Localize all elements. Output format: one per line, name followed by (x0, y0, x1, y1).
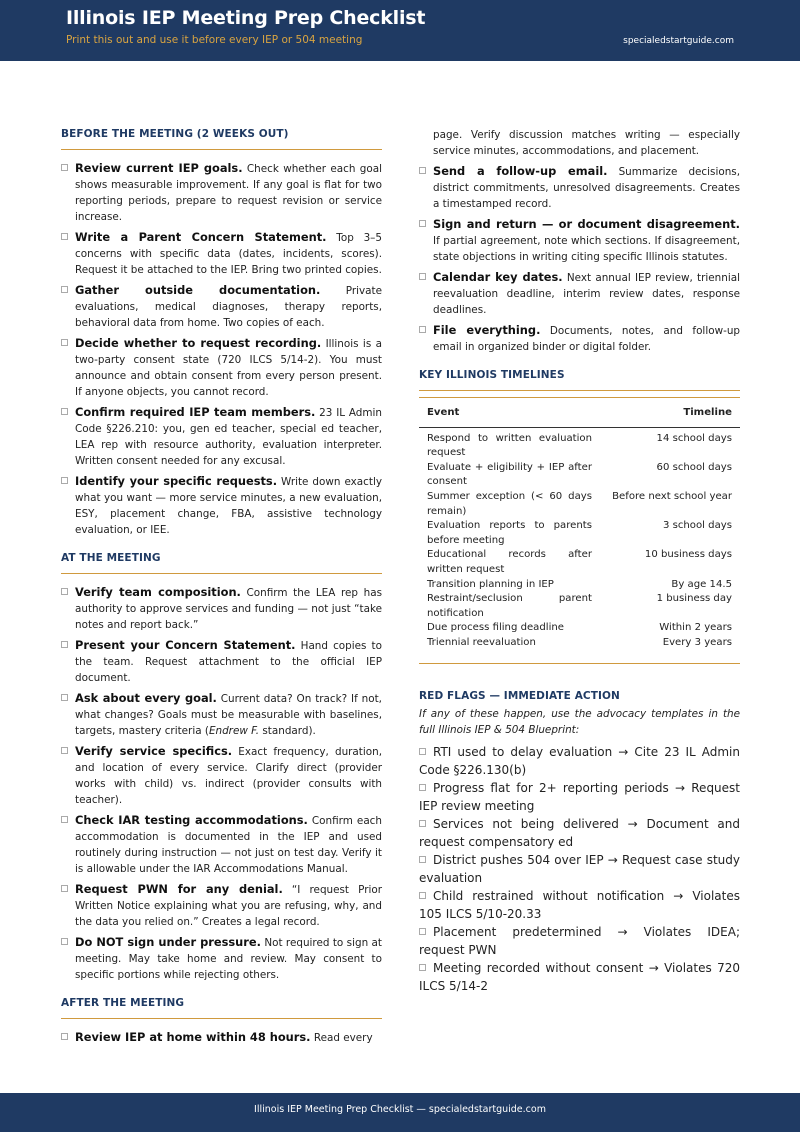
checkbox-icon[interactable] (61, 477, 68, 484)
red-flag-text: District pushes 504 over IEP → Request case study evaluation (419, 852, 740, 885)
timeline-event: Educational records after written request (427, 549, 592, 575)
timeline-event: Due process filing deadline (427, 622, 564, 634)
timeline-event: Evaluation reports to parents before meeting (427, 520, 592, 546)
item-text: Confirm the LEA rep has authority to approve services and funding — not just “take notes and report back.” (75, 587, 382, 631)
checkbox-icon[interactable] (61, 164, 68, 171)
item-title: Do NOT sign under pressure. (75, 935, 261, 949)
checklist-item (61, 637, 382, 686)
right-column (419, 128, 740, 995)
timeline-value: 10 business days (644, 549, 732, 561)
checkbox-icon[interactable] (61, 286, 68, 293)
item-text: Exact frequency, duration, and location of every service. Clarify direct (provider works with child) vs. indirect (provider consults with teacher). (75, 746, 382, 806)
col-header-timeline: Timeline (600, 400, 740, 427)
item-text: Documents, notes, and follow-up email in organized binder or digital folder. (433, 325, 740, 353)
item-title: Verify service specifics. (75, 744, 233, 758)
checkbox-icon[interactable] (61, 339, 68, 346)
checkbox-icon[interactable] (61, 885, 68, 892)
checkbox-icon[interactable] (419, 167, 426, 174)
timeline-event: Evaluate + eligibility + IEP after consent (427, 461, 592, 488)
checklist-item (419, 163, 740, 212)
item-title: Ask about every goal. (75, 691, 217, 705)
checklist-item (61, 335, 382, 400)
red-flag-text: RTI used to delay evaluation → Cite 23 IL Admin Code §226.130(b) (419, 744, 740, 777)
item-text: Write down exactly what you want — more service minutes, a new evaluation, ESY, placement change, FBA, assistive technology evaluation, or IEE. (75, 476, 382, 536)
timelines-table (419, 400, 740, 651)
table-row (419, 427, 740, 461)
section-heading-before: BEFORE THE MEETING (2 WEEKS OUT) (61, 128, 382, 150)
red-flag-text: Services not being delivered → Document and request compensatory ed (419, 816, 740, 849)
checkbox-icon[interactable] (419, 964, 426, 971)
item-title: Request PWN for any denial. (75, 882, 283, 896)
red-flag-text: Child restrained without notification → Violates 105 ILCS 5/10-20.33 (419, 888, 740, 921)
page-title: Illinois IEP Meeting Prep Checklist (66, 7, 426, 29)
item-text: Confirm each accommodation is documented in the IEP and used routinely during instruction — not just on test day. Verify it is allowable under the IAR Accommodations Manual. (75, 815, 382, 875)
timeline-event: Restraint/seclusion parent notification (427, 593, 592, 619)
item-title: Review IEP at home within 48 hours. (75, 1030, 311, 1044)
red-flag-item (419, 923, 740, 959)
checkbox-icon[interactable] (419, 748, 426, 755)
checklist-item (61, 473, 382, 538)
item-text: Illinois is a two-party consent state (720 ILCS 5/14-2). You must announce and obtain consent from every person present. If anyone objects, you cannot record. (75, 338, 382, 398)
checklist-item (61, 1029, 382, 1046)
item-text: 23 IL Admin Code §226.210: you, gen ed teacher, special ed teacher, LEA rep with resource authority, evaluation interpreter. Written consent needed for any excusal. (75, 407, 382, 467)
checklist-item (61, 934, 382, 983)
checklist-item (61, 404, 382, 469)
left-column (61, 128, 382, 1050)
red-flag-item (419, 959, 740, 995)
checkbox-icon[interactable] (419, 856, 426, 863)
checklist-item (419, 216, 740, 265)
checkbox-icon[interactable] (61, 641, 68, 648)
item-text: Summarize decisions, district commitments, unresolved disagreements. Creates a timestamped record. (433, 166, 740, 210)
table-row (419, 621, 740, 636)
page-header (0, 0, 800, 61)
item-title: Send a follow-up email. (433, 164, 608, 178)
item-title: Calendar key dates. (433, 270, 563, 284)
timeline-value: 60 school days (656, 461, 732, 473)
before-checklist (61, 160, 382, 538)
item-text: Hand copies to the team. Request attachment to the official IEP document. (75, 640, 382, 684)
timelines-table-wrap (419, 397, 740, 664)
checklist-item (61, 881, 382, 930)
item-title: Present your Concern Statement. (75, 638, 296, 652)
timeline-value: Every 3 years (662, 636, 732, 648)
section-heading-flags: RED FLAGS — IMMEDIATE ACTION (419, 689, 620, 702)
flags-intro: If any of these happen, use the advocacy templates in the full Illinois IEP & 504 Blueprint: (419, 707, 740, 736)
page-subtitle: Print this out and use it before every IEP or 504 meeting (66, 34, 363, 46)
item-title: Confirm required IEP team members. (75, 405, 316, 419)
red-flag-item (419, 851, 740, 887)
section-heading-timelines: KEY ILLINOIS TIMELINES (419, 369, 740, 391)
timeline-value: Within 2 years (659, 622, 732, 634)
red-flag-text: Placement predetermined → Violates IDEA; request PWN (419, 924, 740, 957)
red-flag-text: Progress flat for 2+ reporting periods → Request IEP review meeting (419, 780, 740, 813)
item-title: File everything. (433, 323, 541, 337)
checklist-item (61, 584, 382, 633)
footer-text: Illinois IEP Meeting Prep Checklist — specialedstartguide.com (254, 1104, 546, 1115)
section-heading-at: AT THE MEETING (61, 552, 382, 574)
page-footer (0, 1093, 800, 1132)
checkbox-icon[interactable] (419, 220, 426, 227)
checkbox-icon[interactable] (61, 694, 68, 701)
checkbox-icon[interactable] (419, 820, 426, 827)
checkbox-icon[interactable] (61, 1033, 68, 1040)
red-flag-text: Meeting recorded without consent → Violates 720 ILCS 5/14-2 (419, 960, 740, 993)
flags-list (419, 743, 740, 995)
item-text: Top 3–5 concerns with specific data (dates, incidents, scores). Request it be attached to the IEP. Bring two printed copies. (75, 232, 382, 276)
checkbox-icon[interactable] (61, 408, 68, 415)
checkbox-icon[interactable] (419, 326, 426, 333)
checklist-item (61, 812, 382, 877)
checklist-item (419, 269, 740, 318)
timeline-value: 1 business day (656, 593, 732, 605)
item-title: Sign and return — or document disagreement. (433, 217, 740, 231)
item-title: Identify your specific requests. (75, 474, 278, 488)
table-row (419, 461, 740, 490)
table-row (419, 548, 740, 577)
timeline-value: 3 school days (662, 520, 732, 532)
timeline-value: Before next school year (612, 490, 732, 502)
checkbox-icon[interactable] (419, 273, 426, 280)
item-text: If partial agreement, note which sections. If disagreement, state objections in writing citing specific Illinois statutes. (433, 235, 740, 263)
table-row (419, 592, 740, 621)
at-checklist (61, 584, 382, 983)
item-continuation: page. Verify discussion matches writing — especially service minutes, accommodations, and placement. (433, 129, 740, 157)
item-text-after: standard). (259, 725, 316, 737)
item-text: “I request Prior Written Notice explaining what you are refusing, why, and the data you relied on.” Creates a legal record. (75, 884, 383, 928)
after-checklist (419, 163, 740, 355)
item-text: Read every (313, 1032, 373, 1044)
checklist-item (61, 160, 382, 225)
timeline-value: By age 14.5 (671, 578, 732, 590)
checkbox-icon[interactable] (419, 928, 426, 935)
table-row (419, 578, 740, 593)
checklist-item (419, 322, 740, 355)
checklist-item (61, 743, 382, 808)
red-flag-item (419, 779, 740, 815)
checkbox-icon[interactable] (61, 747, 68, 754)
timeline-event: Triennial reevaluation (427, 636, 536, 648)
checkbox-icon[interactable] (61, 588, 68, 595)
table-row (419, 490, 740, 519)
item-title: Decide whether to request recording. (75, 336, 322, 350)
checkbox-icon[interactable] (61, 233, 68, 240)
site-url: specialedstartguide.com (623, 36, 734, 46)
red-flag-item (419, 887, 740, 923)
col-header-event: Event (419, 400, 600, 427)
item-title: Write a Parent Concern Statement. (75, 230, 327, 244)
red-flag-item (419, 743, 740, 779)
checkbox-icon[interactable] (419, 892, 426, 899)
timeline-value: 14 school days (656, 432, 732, 444)
item-title: Gather outside documentation. (75, 283, 321, 297)
table-row (419, 519, 740, 548)
item-title: Check IAR testing accommodations. (75, 813, 308, 827)
red-flag-item (419, 815, 740, 851)
checkbox-icon[interactable] (61, 938, 68, 945)
timeline-event: Transition planning in IEP (427, 578, 554, 590)
item-title: Verify team composition. (75, 585, 241, 599)
checkbox-icon[interactable] (419, 784, 426, 791)
item-text: Current data? On track? If not, what changes? Goals must be measurable with baselines, targets, mastery criteria ( (75, 693, 382, 737)
checkbox-icon[interactable] (61, 816, 68, 823)
item-text: Not required to sign at meeting. May take home and review. May consent to specific portions while rejecting others. (75, 937, 382, 981)
timeline-event: Summer exception (< 60 days remain) (427, 490, 592, 517)
checklist-item (61, 282, 382, 331)
item-text-italic: Endrew F. (208, 725, 260, 737)
checklist-item (61, 229, 382, 278)
checklist-item (61, 690, 382, 739)
item-title: Review current IEP goals. (75, 161, 243, 175)
item-text: Next annual IEP review, triennial reevaluation deadline, interim review dates, response deadlines. (433, 272, 740, 316)
item-text: Check whether each goal shows measurable improvement. If any goal is flat for two reporting periods, prepare to request revision or service increase. (75, 163, 382, 223)
table-row (419, 636, 740, 651)
timeline-event: Respond to written evaluation request (427, 432, 592, 459)
item-text: Private evaluations, medical diagnoses, therapy reports, behavioral data from home. Two copies of each. (75, 285, 383, 329)
section-heading-after: AFTER THE MEETING (61, 997, 382, 1019)
